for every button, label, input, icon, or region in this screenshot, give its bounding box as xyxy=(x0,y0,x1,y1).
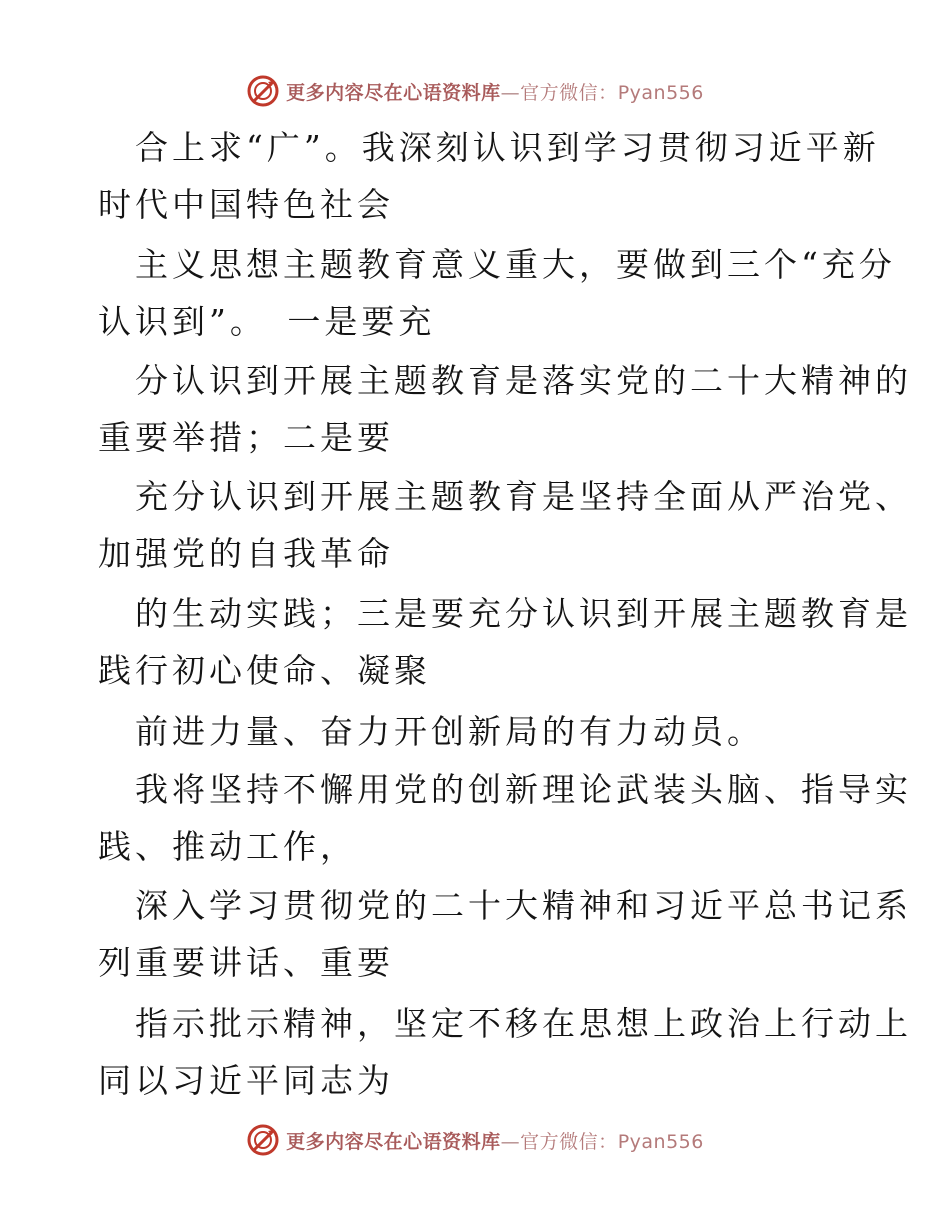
header-banner xyxy=(0,71,950,111)
banner-separator: — xyxy=(500,1130,521,1153)
logo-icon xyxy=(246,74,280,108)
banner-separator: — xyxy=(500,81,521,104)
banner-wechat-label: 官方微信： xyxy=(520,1130,618,1153)
paragraph-line: 前进力量、奋力开创新局的有力动员。 xyxy=(135,712,764,751)
paragraph-line: 的生动实践；三是要充分认识到开展主题教育是 xyxy=(135,594,912,633)
paragraph-line: 加强党的自我革命 xyxy=(98,534,394,573)
paragraph-line: 我将坚持不懈用党的创新理论武装头脑、指导实 xyxy=(135,770,912,809)
logo-icon xyxy=(246,1123,280,1157)
paragraph-line: 合上求“广”。我深刻认识到学习贯彻习近平新 xyxy=(135,128,880,167)
banner-brand: 更多内容尽在心语资料库 xyxy=(286,1130,501,1153)
paragraph-line: 列重要讲话、重要 xyxy=(98,943,394,982)
paragraph-line: 践、推动工作， xyxy=(98,827,357,866)
banner-wechat-id: Pyan556 xyxy=(617,81,704,104)
footer-banner xyxy=(0,1120,950,1160)
paragraph-line: 时代中国特色社会 xyxy=(98,185,394,224)
paragraph-line: 重要举措；二是要 xyxy=(98,418,394,457)
paragraph-line: 充分认识到开展主题教育是坚持全面从严治党、 xyxy=(135,477,912,516)
banner-text xyxy=(286,1127,704,1154)
paragraph-line: 深入学习贯彻党的二十大精神和习近平总书记系 xyxy=(135,886,912,925)
paragraph-line: 指示批示精神，坚定不移在思想上政治上行动上 xyxy=(135,1004,912,1043)
banner-text xyxy=(286,78,704,105)
paragraph-line: 主义思想主题教育意义重大，要做到三个“充分 xyxy=(135,245,896,284)
banner-wechat-label: 官方微信： xyxy=(520,81,618,104)
paragraph-line: 分认识到开展主题教育是落实党的二十大精神的 xyxy=(135,361,912,400)
banner-brand: 更多内容尽在心语资料库 xyxy=(286,81,501,104)
banner-wechat-id: Pyan556 xyxy=(617,1130,704,1153)
paragraph-line: 同以习近平同志为 xyxy=(98,1061,394,1100)
paragraph-line: 认识到”。 一是要充 xyxy=(98,302,436,341)
paragraph-line: 践行初心使命、凝聚 xyxy=(98,651,431,690)
